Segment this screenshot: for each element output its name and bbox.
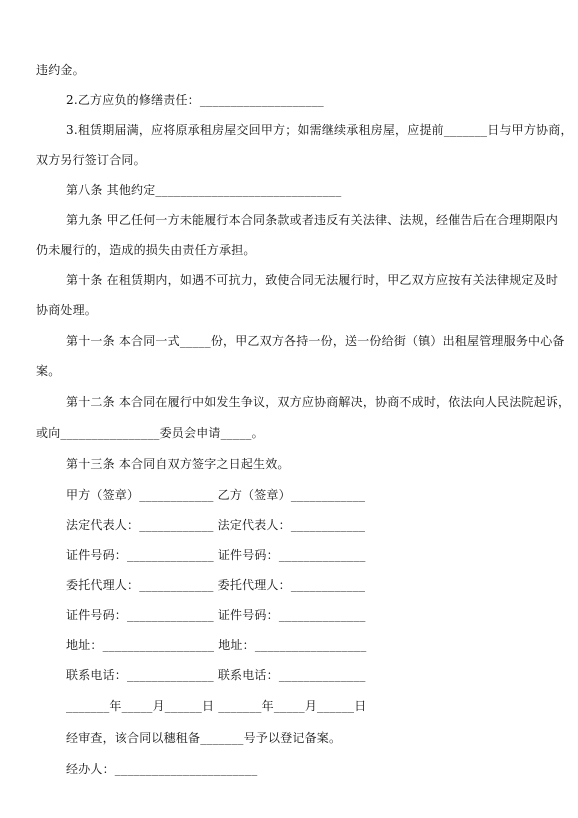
article-9-line-1: 第九条 甲乙任何一方未能履行本合同条款或者违反有关法律、法规，经催告后在合理期限内 — [66, 213, 559, 227]
registration-review: 经审查，该合同以穗租备_______号予以登记备案。 — [66, 731, 342, 745]
article-8-other-terms: 第八条 其他约定______________________________ — [66, 183, 342, 197]
article-12-line-2: 或向________________委员会申请_____。 — [36, 426, 264, 440]
article-11-line-2: 案。 — [36, 364, 61, 378]
article-13: 第十三条 本合同自双方签字之日起生效。 — [66, 457, 290, 471]
date-row: _______年_____月______日 _______年_____月______日 — [66, 699, 367, 713]
article-10-line-2: 协商处理。 — [36, 303, 98, 317]
id-number-row-1: 证件号码：______________ 证件号码：______________ — [66, 548, 366, 562]
signature-party-row: 甲方（签章）____________ 乙方（签章）____________ — [66, 488, 366, 502]
id-number-row-2: 证件号码：______________ 证件号码：______________ — [66, 608, 366, 622]
agent-row: 委托代理人：____________ 委托代理人：____________ — [66, 578, 366, 592]
paragraph-lease-expiry-cont: 双方另行签订合同。 — [36, 153, 146, 167]
paragraph-repair-responsibility: 2.乙方应负的修缮责任：____________________ — [66, 93, 324, 107]
article-10-line-1: 第十条 在租赁期内，如遇不可抗力，致使合同无法履行时，甲乙双方应按有关法律规定及时 — [66, 273, 559, 287]
article-11-line-1: 第十一条 本合同一式_____份，甲乙双方各持一份，送一份给街（镇）出租屋管理服务中心备 — [66, 334, 565, 348]
phone-row: 联系电话：______________ 联系电话：______________ — [66, 668, 366, 682]
paragraph-penalty-end: 违约金。 — [36, 63, 85, 77]
article-12-line-1: 第十二条 本合同在履行中如发生争议，双方应协商解决，协商不成时，依法向人民法院起诉， — [66, 395, 571, 409]
handler-row: 经办人：_______________________ — [66, 762, 258, 776]
article-9-line-2: 仍未履行的，造成的损失由责任方承担。 — [36, 243, 256, 257]
paragraph-lease-expiry: 3.租赁期届满，应将原承租房屋交回甲方；如需继续承租房屋，应提前_______日与甲方协商， — [66, 123, 573, 137]
address-row: 地址：__________________ 地址：__________________ — [66, 638, 367, 652]
legal-representative-row: 法定代表人：____________ 法定代表人：____________ — [66, 518, 366, 532]
